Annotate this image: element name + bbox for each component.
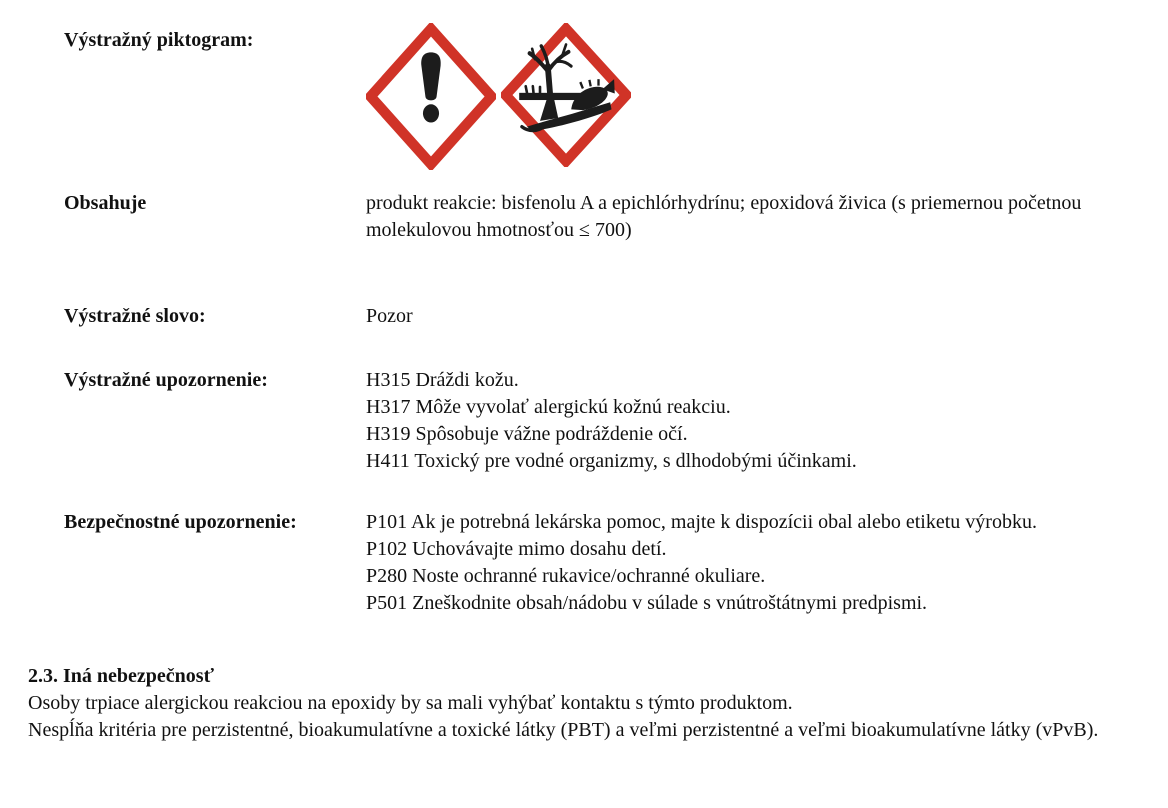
ghs-pictograms xyxy=(366,23,631,170)
precautionary-statement-p102: P102 Uchovávajte mimo dosahu detí. xyxy=(366,538,667,560)
other-hazards-heading: 2.3. Iná nebezpečnosť xyxy=(28,665,214,687)
contains-value: produkt reakcie: bisfenolu A a epichlórhydrínu; epoxidová živica (s priemernou početnou molekulovou hmotnosťou ≤ 700) xyxy=(366,192,1082,241)
ghs07-exclamation-pictogram-icon xyxy=(366,23,496,170)
hazard-statements-label: Výstražné upozornenie: xyxy=(64,369,268,391)
hazard-statement-h315: H315 Dráždi kožu. xyxy=(366,369,519,391)
other-hazards-paragraph-allergy: Osoby trpiace alergickou reakciou na epoxidy by sa mali vyhýbať kontaktu s týmto produktom. xyxy=(28,692,793,714)
precautionary-statement-p101: P101 Ak je potrebná lekárska pomoc, majte k dispozícii obal alebo etiketu výrobku. xyxy=(366,511,1037,533)
hazard-statement-h411: H411 Toxický pre vodné organizmy, s dlhodobými účinkami. xyxy=(366,450,857,472)
precautionary-statement-p501: P501 Zneškodnite obsah/nádobu v súlade s vnútroštátnymi predpismi. xyxy=(366,592,928,614)
hazard-statement-h319: H319 Spôsobuje vážne podráždenie očí. xyxy=(366,423,688,445)
precautionary-statements-label: Bezpečnostné upozornenie: xyxy=(64,511,297,533)
hazard-statements-list xyxy=(366,367,1144,475)
other-hazards-section xyxy=(28,663,1144,744)
pictogram-label: Výstražný piktogram: xyxy=(64,29,254,51)
signal-word-label: Výstražné slovo: xyxy=(64,305,206,327)
other-hazards-paragraph-pbt: Nespĺňa kritéria pre perzistentné, bioakumulatívne a toxické látky (PBT) a veľmi perzistentné a veľmi bioakumulatívne látky (vPvB). xyxy=(28,719,1099,741)
signal-word-value: Pozor xyxy=(366,305,413,327)
precautionary-statements-list xyxy=(366,509,1144,617)
hazard-statement-h317: H317 Môže vyvolať alergickú kožnú reakciu. xyxy=(366,396,731,418)
contains-label: Obsahuje xyxy=(64,192,147,214)
precautionary-statement-p280: P280 Noste ochranné rukavice/ochranné okuliare. xyxy=(366,565,766,587)
ghs09-environment-pictogram-icon xyxy=(501,23,631,167)
